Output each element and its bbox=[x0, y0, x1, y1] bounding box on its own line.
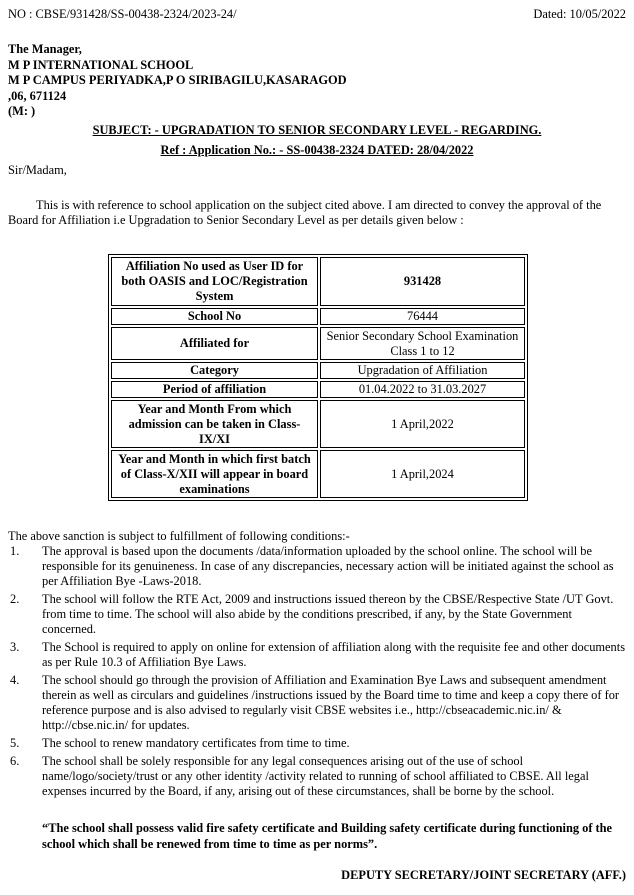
table-row bbox=[111, 327, 525, 360]
address-line: ,06, 671124 bbox=[8, 88, 67, 103]
row-label: School No bbox=[111, 308, 318, 325]
item-text: The school should go through the provision of Affiliation and Examination Bye Laws and subsequent amendment therein as well as circulars and guidelines /instructions issued by the Board time to time and keep a copy there of for reference purpose and is also advised to regularly visit CBSE websites i.e., http://cbseacademic.nic.in/ & http://cbse.nic.in/ for updates. bbox=[42, 673, 620, 732]
item-text: The school to renew mandatory certificates from time to time. bbox=[42, 736, 350, 750]
table-row bbox=[111, 450, 525, 498]
letter-date: Dated: 10/05/2022 bbox=[533, 7, 626, 21]
list-item bbox=[8, 673, 628, 733]
row-value: 1 April,2022 bbox=[320, 400, 525, 448]
conditions-heading: The above sanction is subject to fulfillment of following conditions:- bbox=[8, 529, 350, 543]
row-label: Year and Month From which admission can be taken in Class-IX/XI bbox=[111, 400, 318, 448]
item-text: The School is required to apply on online for extension of affiliation along with the requisite fee and other documents as per Rule 10.3 of Affiliation Bye Laws. bbox=[42, 640, 626, 669]
row-label: Affiliated for bbox=[111, 327, 318, 360]
intro-paragraph: This is with reference to school application on the subject cited above. I am directed to convey the approval of the Board for Affiliation i.e Upgradation to Senior Secondary Level as per details given below : bbox=[8, 198, 602, 227]
salutation: Sir/Madam, bbox=[8, 163, 67, 177]
row-value: 76444 bbox=[320, 308, 525, 325]
address-line: (M: ) bbox=[8, 104, 36, 118]
address-line: The Manager, bbox=[8, 42, 82, 56]
row-value: Upgradation of Affiliation bbox=[320, 362, 525, 379]
list-item bbox=[8, 640, 628, 670]
table-row bbox=[111, 362, 525, 379]
item-text: The school will follow the RTE Act, 2009 and instructions issued thereon by the CBSE/Respective State /UT Govt. from time to time. The school will also abide by the conditions prescribed, if any, by the State Government concerned. bbox=[42, 592, 614, 636]
row-value: Senior Secondary School Examination Class 1 to 12 bbox=[320, 327, 525, 360]
item-text: The school shall be solely responsible for any legal consequences arising out of the use of school name/logo/society/trust or any other identity /activity related to running of school affiliated to CBSE. All legal expenses incurred by the Board, if any, arising out of these circumstances, shall be borne by the school. bbox=[42, 754, 589, 798]
application-reference: Ref : Application No.: - SS-00438-2324 DATED: 28/04/2022 bbox=[160, 143, 474, 157]
subject-line: SUBJECT: - UPGRADATION TO SENIOR SECONDARY LEVEL - REGARDING. bbox=[92, 123, 542, 137]
row-label: Year and Month in which first batch of Class-X/XII will appear in board examinations bbox=[111, 450, 318, 498]
reference-number: NO : CBSE/931428/SS-00438-2324/2023-24/ bbox=[8, 7, 237, 21]
row-value: 01.04.2022 to 31.03.2027 bbox=[320, 381, 525, 398]
item-number: 3. bbox=[10, 640, 20, 654]
table-row bbox=[111, 381, 525, 398]
row-label: Affiliation No used as User ID for both OASIS and LOC/Registration System bbox=[111, 257, 318, 306]
row-value: 931428 bbox=[320, 257, 525, 306]
recipient-address bbox=[8, 42, 347, 120]
address-line: M P INTERNATIONAL SCHOOL bbox=[8, 57, 194, 72]
item-text: The approval is based upon the documents /data/information uploaded by the school online. The school will be responsible for its genuineness. In case of any discrepancies, necessary action will be initiated against the school as per Affiliation Bye -Laws-2018. bbox=[42, 544, 614, 588]
row-label: Period of affiliation bbox=[111, 381, 318, 398]
item-number: 5. bbox=[10, 736, 20, 750]
address-line: M P CAMPUS PERIYADKA,P O SIRIBAGILU,KASARAGOD bbox=[8, 73, 347, 87]
item-number: 1. bbox=[10, 544, 20, 558]
row-label: Category bbox=[111, 362, 318, 379]
row-value: 1 April,2024 bbox=[320, 450, 525, 498]
item-number: 4. bbox=[10, 673, 20, 687]
list-item bbox=[8, 592, 628, 637]
affiliation-details-table bbox=[108, 254, 528, 501]
list-item bbox=[8, 736, 628, 751]
conditions-list bbox=[8, 544, 628, 802]
table-row bbox=[111, 308, 525, 325]
fire-safety-note: “The school shall possess valid fire safety certificate and Building safety certificate during functioning of the school which shall be renewed from time to time as per norms”. bbox=[42, 821, 613, 851]
item-number: 2. bbox=[10, 592, 20, 606]
table-row bbox=[111, 400, 525, 448]
item-number: 6. bbox=[10, 754, 20, 768]
list-item bbox=[8, 544, 628, 589]
list-item bbox=[8, 754, 628, 799]
signatory: DEPUTY SECRETARY/JOINT SECRETARY (AFF.) bbox=[341, 868, 626, 882]
table-row bbox=[111, 257, 525, 306]
